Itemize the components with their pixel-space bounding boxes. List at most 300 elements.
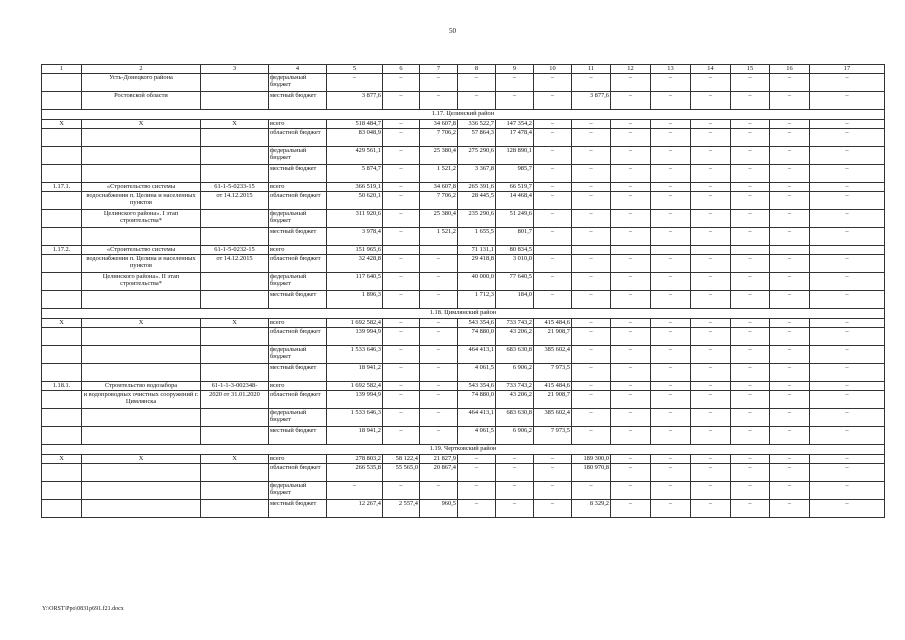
value-cell: – <box>770 346 810 364</box>
value-cell: – <box>420 319 458 328</box>
value-cell <box>731 246 770 255</box>
value-cell: – <box>572 120 611 129</box>
value-cell: 18 941,2 <box>327 364 383 382</box>
value-cell: – <box>810 291 885 309</box>
value-cell: 50 620,1 <box>327 192 383 210</box>
table-row <box>42 129 885 147</box>
value-cell: – <box>691 382 731 391</box>
registry-number-cell: от 14.12.2015 <box>201 192 269 210</box>
registry-number-cell: 2020 от 31.01.2020 <box>201 391 269 409</box>
value-cell: – <box>770 391 810 409</box>
value-cell: – <box>691 500 731 518</box>
value-cell: – <box>731 129 770 147</box>
value-cell: 29 418,8 <box>458 255 496 273</box>
value-cell: – <box>572 74 611 92</box>
funding-source-cell: всего <box>269 246 327 255</box>
value-cell: 189 300,0 <box>572 455 611 464</box>
value-cell: – <box>810 319 885 328</box>
value-cell: – <box>770 455 810 464</box>
value-cell: – <box>534 183 572 192</box>
value-cell: – <box>651 500 691 518</box>
value-cell: – <box>810 147 885 165</box>
value-cell: 733 743,2 <box>496 319 534 328</box>
value-cell: 66 519,7 <box>496 183 534 192</box>
value-cell: 17 478,4 <box>496 129 534 147</box>
item-number-cell <box>42 147 82 165</box>
value-cell: – <box>651 273 691 291</box>
object-name-cell <box>82 409 201 427</box>
registry-number-cell <box>201 129 269 147</box>
table-row <box>42 147 885 165</box>
item-number-cell <box>42 328 82 346</box>
table-row <box>42 210 885 228</box>
value-cell: – <box>731 255 770 273</box>
value-cell: – <box>458 500 496 518</box>
value-cell: – <box>611 192 651 210</box>
value-cell: – <box>572 364 611 382</box>
value-cell: 139 994,9 <box>327 391 383 409</box>
value-cell: 4 061,5 <box>458 364 496 382</box>
table-row <box>42 246 885 255</box>
value-cell: – <box>611 255 651 273</box>
value-cell: – <box>572 328 611 346</box>
value-cell: – <box>611 464 651 482</box>
funding-source-cell: местный бюджет <box>269 500 327 518</box>
section-header-row <box>42 110 885 120</box>
item-number-cell <box>42 346 82 364</box>
item-number-cell: 1.17.1. <box>42 183 82 192</box>
object-name-cell <box>82 364 201 382</box>
value-cell: 336 522,7 <box>458 120 496 129</box>
column-number-7: 7 <box>420 65 458 74</box>
value-cell: – <box>651 391 691 409</box>
table-row <box>42 255 885 273</box>
value-cell: 1 896,3 <box>327 291 383 309</box>
value-cell: – <box>383 129 420 147</box>
value-cell: 1 692 582,4 <box>327 319 383 328</box>
value-cell: 151 965,6 <box>327 246 383 255</box>
value-cell: – <box>572 319 611 328</box>
value-cell: – <box>534 482 572 500</box>
funding-source-cell: местный бюджет <box>269 291 327 309</box>
column-number-16: 16 <box>770 65 810 74</box>
value-cell: 429 561,1 <box>327 147 383 165</box>
value-cell: – <box>651 74 691 92</box>
registry-number-cell <box>201 409 269 427</box>
funding-source-cell: федеральный бюджет <box>269 346 327 364</box>
funding-source-cell: федеральный бюджет <box>269 74 327 92</box>
value-cell: – <box>534 455 572 464</box>
value-cell: – <box>572 409 611 427</box>
value-cell: – <box>383 364 420 382</box>
value-cell: – <box>810 74 885 92</box>
value-cell: – <box>770 165 810 183</box>
object-name-cell <box>82 346 201 364</box>
object-name-cell: «Строительство системы <box>82 183 201 192</box>
object-name-cell <box>82 328 201 346</box>
value-cell: 14 468,4 <box>496 192 534 210</box>
value-cell: – <box>572 165 611 183</box>
value-cell: – <box>572 210 611 228</box>
value-cell: – <box>611 74 651 92</box>
object-name-cell: водоснабжения п. Целина и населенных пунктов <box>82 255 201 273</box>
value-cell: – <box>691 92 731 110</box>
value-cell: – <box>611 147 651 165</box>
value-cell: 57 864,3 <box>458 129 496 147</box>
value-cell: – <box>691 129 731 147</box>
value-cell: – <box>691 74 731 92</box>
value-cell: – <box>496 455 534 464</box>
value-cell: – <box>770 382 810 391</box>
item-number-cell <box>42 482 82 500</box>
value-cell: 43 206,2 <box>496 328 534 346</box>
value-cell: – <box>534 92 572 110</box>
value-cell: 71 131,1 <box>458 246 496 255</box>
value-cell: – <box>691 147 731 165</box>
funding-source-cell: областной бюджет <box>269 129 327 147</box>
value-cell: – <box>534 165 572 183</box>
value-cell: – <box>731 120 770 129</box>
table-row <box>42 346 885 364</box>
value-cell: – <box>651 427 691 445</box>
table-row <box>42 273 885 291</box>
value-cell: 464 413,1 <box>458 409 496 427</box>
value-cell: 80 834,5 <box>496 246 534 255</box>
value-cell: – <box>383 482 420 500</box>
value-cell: – <box>770 192 810 210</box>
value-cell: – <box>770 255 810 273</box>
value-cell <box>651 246 691 255</box>
value-cell: – <box>572 346 611 364</box>
table-row <box>42 464 885 482</box>
value-cell: – <box>327 482 383 500</box>
item-number-cell <box>42 165 82 183</box>
funding-source-cell: местный бюджет <box>269 228 327 246</box>
value-cell: – <box>496 464 534 482</box>
value-cell: – <box>770 129 810 147</box>
value-cell: – <box>420 364 458 382</box>
value-cell: – <box>458 455 496 464</box>
value-cell: 801,7 <box>496 228 534 246</box>
funding-source-cell: местный бюджет <box>269 165 327 183</box>
value-cell: – <box>810 165 885 183</box>
value-cell: 117 640,5 <box>327 273 383 291</box>
value-cell: 25 380,4 <box>420 210 458 228</box>
value-cell: – <box>691 409 731 427</box>
value-cell: 518 484,7 <box>327 120 383 129</box>
value-cell: 6 906,2 <box>496 364 534 382</box>
value-cell: – <box>770 147 810 165</box>
value-cell: – <box>534 291 572 309</box>
column-number-9: 9 <box>496 65 534 74</box>
table-row <box>42 382 885 391</box>
object-name-cell <box>82 482 201 500</box>
value-cell: – <box>810 364 885 382</box>
value-cell: 55 565,0 <box>383 464 420 482</box>
value-cell: 7 706,2 <box>420 192 458 210</box>
value-cell: – <box>383 147 420 165</box>
object-name-cell: Строительство водозабора <box>82 382 201 391</box>
value-cell: – <box>420 427 458 445</box>
value-cell: – <box>611 427 651 445</box>
value-cell: – <box>420 255 458 273</box>
funding-source-cell: областной бюджет <box>269 255 327 273</box>
value-cell: 18 941,2 <box>327 427 383 445</box>
value-cell <box>810 246 885 255</box>
value-cell: – <box>458 482 496 500</box>
value-cell: – <box>383 74 420 92</box>
value-cell: – <box>420 382 458 391</box>
value-cell: – <box>420 391 458 409</box>
value-cell: – <box>810 192 885 210</box>
value-cell: – <box>651 255 691 273</box>
value-cell: – <box>651 382 691 391</box>
value-cell: 733 743,2 <box>496 382 534 391</box>
column-number-4: 4 <box>269 65 327 74</box>
value-cell: 3 010,0 <box>496 255 534 273</box>
funding-source-cell: всего <box>269 120 327 129</box>
value-cell: – <box>383 319 420 328</box>
item-number-cell <box>42 92 82 110</box>
value-cell: – <box>611 165 651 183</box>
value-cell: – <box>611 273 651 291</box>
value-cell: 1 533 646,3 <box>327 409 383 427</box>
value-cell: 21 908,7 <box>534 391 572 409</box>
value-cell: 128 890,1 <box>496 147 534 165</box>
value-cell: 1 655,5 <box>458 228 496 246</box>
value-cell: – <box>534 129 572 147</box>
value-cell: 20 867,4 <box>420 464 458 482</box>
column-number-8: 8 <box>458 65 496 74</box>
value-cell: 3 877,6 <box>572 92 611 110</box>
value-cell: – <box>611 482 651 500</box>
value-cell: 77 640,5 <box>496 273 534 291</box>
value-cell: 3 978,4 <box>327 228 383 246</box>
table-row <box>42 409 885 427</box>
object-name-cell: Целинского района». II этап строительства* <box>82 273 201 291</box>
value-cell: 366 519,1 <box>327 183 383 192</box>
section-header-row <box>42 309 885 319</box>
value-cell: 278 803,2 <box>327 455 383 464</box>
value-cell: – <box>534 500 572 518</box>
value-cell: – <box>383 120 420 129</box>
value-cell: 184,0 <box>496 291 534 309</box>
item-number-cell <box>42 500 82 518</box>
value-cell: 235 290,6 <box>458 210 496 228</box>
value-cell: – <box>651 165 691 183</box>
value-cell: – <box>572 382 611 391</box>
object-name-cell: Усть-Донецкого района <box>82 74 201 92</box>
value-cell: – <box>691 364 731 382</box>
value-cell: – <box>572 273 611 291</box>
value-cell: – <box>651 328 691 346</box>
item-number-cell <box>42 273 82 291</box>
value-cell: 3 877,6 <box>327 92 383 110</box>
value-cell: – <box>731 382 770 391</box>
value-cell: – <box>611 129 651 147</box>
value-cell: – <box>770 120 810 129</box>
value-cell <box>611 246 651 255</box>
value-cell: – <box>383 427 420 445</box>
value-cell: – <box>572 391 611 409</box>
object-name-cell <box>82 464 201 482</box>
value-cell: 683 630,8 <box>496 409 534 427</box>
value-cell: – <box>611 291 651 309</box>
funding-source-cell: областной бюджет <box>269 464 327 482</box>
column-number-13: 13 <box>651 65 691 74</box>
value-cell: – <box>731 74 770 92</box>
value-cell: – <box>691 165 731 183</box>
registry-number-cell <box>201 482 269 500</box>
value-cell: – <box>572 255 611 273</box>
value-cell: – <box>691 255 731 273</box>
value-cell: – <box>383 192 420 210</box>
value-cell: – <box>383 165 420 183</box>
value-cell <box>420 246 458 255</box>
object-name-cell: и водопроводных очистных сооружений г. Цимлянска <box>82 391 201 409</box>
registry-number-cell: Х <box>201 319 269 328</box>
value-cell: – <box>383 382 420 391</box>
value-cell: 543 354,6 <box>458 319 496 328</box>
object-name-cell <box>82 500 201 518</box>
value-cell: 7 973,5 <box>534 364 572 382</box>
object-name-cell: Целинского района». I этап строительства* <box>82 210 201 228</box>
value-cell: – <box>810 409 885 427</box>
value-cell: – <box>731 364 770 382</box>
value-cell: 51 249,6 <box>496 210 534 228</box>
value-cell: – <box>810 382 885 391</box>
value-cell: – <box>770 273 810 291</box>
value-cell: – <box>691 328 731 346</box>
value-cell: – <box>383 210 420 228</box>
item-number-cell: Х <box>42 120 82 129</box>
value-cell: 385 602,4 <box>534 346 572 364</box>
value-cell: – <box>770 500 810 518</box>
value-cell: – <box>770 364 810 382</box>
value-cell: – <box>770 210 810 228</box>
value-cell: – <box>651 319 691 328</box>
table-row <box>42 192 885 210</box>
value-cell: – <box>810 210 885 228</box>
value-cell: 7 706,2 <box>420 129 458 147</box>
value-cell: – <box>496 500 534 518</box>
section-title: 1.19. Чертковский район <box>42 445 885 455</box>
value-cell: – <box>731 273 770 291</box>
value-cell: 12 267,4 <box>327 500 383 518</box>
value-cell: – <box>534 192 572 210</box>
value-cell: 21 908,7 <box>534 328 572 346</box>
value-cell: – <box>810 183 885 192</box>
value-cell: – <box>420 92 458 110</box>
table-body <box>42 65 885 518</box>
value-cell: – <box>691 391 731 409</box>
column-number-2: 2 <box>82 65 201 74</box>
value-cell: – <box>691 183 731 192</box>
value-cell: – <box>383 92 420 110</box>
value-cell: – <box>651 129 691 147</box>
registry-number-cell <box>201 147 269 165</box>
value-cell: – <box>534 147 572 165</box>
value-cell: – <box>534 464 572 482</box>
table-row <box>42 364 885 382</box>
value-cell: – <box>810 464 885 482</box>
column-number-17: 17 <box>810 65 885 74</box>
item-number-cell <box>42 427 82 445</box>
value-cell: – <box>810 346 885 364</box>
value-cell: 266 535,8 <box>327 464 383 482</box>
object-name-cell <box>82 147 201 165</box>
value-cell: – <box>420 346 458 364</box>
value-cell: – <box>731 192 770 210</box>
value-cell: – <box>810 328 885 346</box>
value-cell: – <box>611 409 651 427</box>
object-name-cell <box>82 228 201 246</box>
value-cell: 464 413,1 <box>458 346 496 364</box>
column-number-row <box>42 65 885 74</box>
value-cell: – <box>572 427 611 445</box>
value-cell: – <box>810 427 885 445</box>
value-cell: – <box>651 210 691 228</box>
funding-source-cell: областной бюджет <box>269 192 327 210</box>
value-cell: – <box>611 382 651 391</box>
value-cell: 34 607,8 <box>420 120 458 129</box>
value-cell: – <box>651 364 691 382</box>
funding-source-cell: федеральный бюджет <box>269 273 327 291</box>
value-cell: – <box>420 291 458 309</box>
value-cell <box>691 246 731 255</box>
table-row <box>42 482 885 500</box>
funding-source-cell: местный бюджет <box>269 427 327 445</box>
funding-source-cell: федеральный бюджет <box>269 210 327 228</box>
value-cell: – <box>496 74 534 92</box>
section-title: 1.17. Целинский район <box>42 110 885 120</box>
value-cell: – <box>651 455 691 464</box>
table-row <box>42 120 885 129</box>
value-cell: 74 880,0 <box>458 328 496 346</box>
value-cell: – <box>383 183 420 192</box>
value-cell: – <box>691 464 731 482</box>
value-cell: – <box>458 92 496 110</box>
value-cell: 1 692 582,4 <box>327 382 383 391</box>
funding-source-cell: местный бюджет <box>269 364 327 382</box>
value-cell: – <box>810 255 885 273</box>
value-cell: – <box>731 228 770 246</box>
value-cell: – <box>731 455 770 464</box>
column-number-6: 6 <box>383 65 420 74</box>
value-cell: – <box>651 192 691 210</box>
value-cell: – <box>770 291 810 309</box>
value-cell: 683 630,8 <box>496 346 534 364</box>
object-name-cell <box>82 291 201 309</box>
value-cell: 3 367,8 <box>458 165 496 183</box>
registry-number-cell: от 14.12.2015 <box>201 255 269 273</box>
value-cell: – <box>534 74 572 92</box>
value-cell: – <box>611 319 651 328</box>
registry-number-cell: Х <box>201 120 269 129</box>
value-cell: – <box>651 147 691 165</box>
value-cell <box>383 246 420 255</box>
value-cell: – <box>383 273 420 291</box>
value-cell: – <box>611 455 651 464</box>
column-number-5: 5 <box>327 65 383 74</box>
value-cell: 6 906,2 <box>496 427 534 445</box>
funding-source-cell: всего <box>269 183 327 192</box>
funding-source-cell: областной бюджет <box>269 391 327 409</box>
value-cell: – <box>651 120 691 129</box>
value-cell: – <box>770 74 810 92</box>
value-cell: – <box>810 120 885 129</box>
value-cell: – <box>611 228 651 246</box>
